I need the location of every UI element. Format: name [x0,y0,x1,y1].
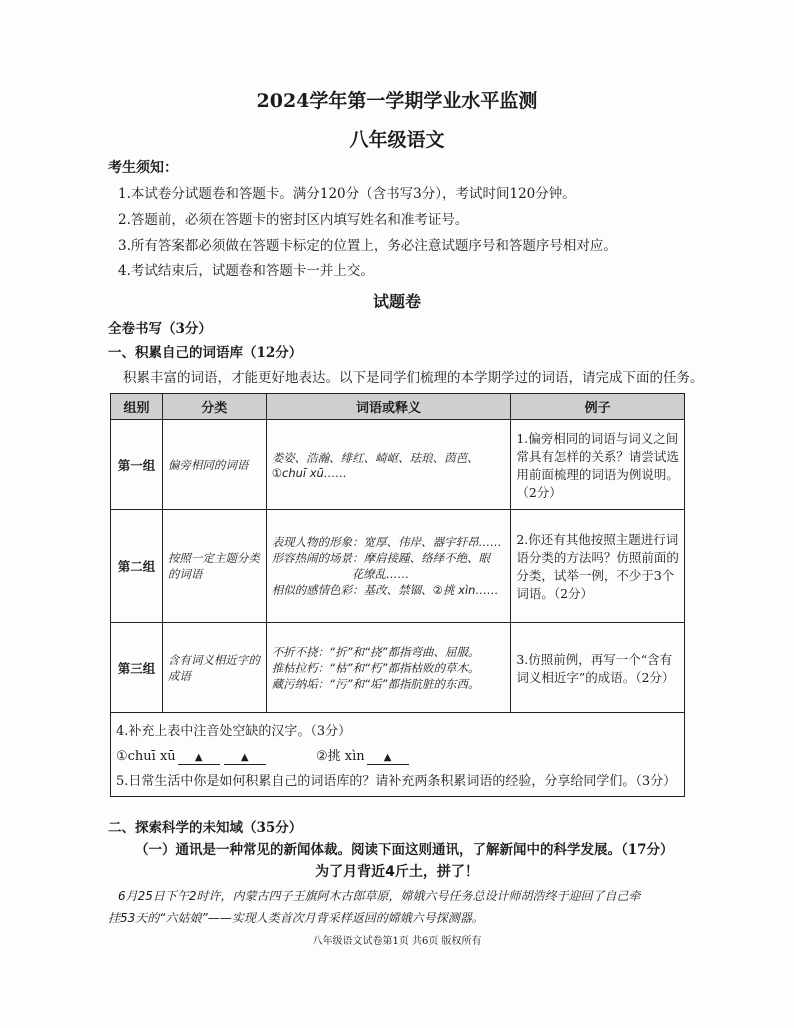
exam-title: 2024学年第一学期学业水平监测 [256,90,538,112]
notice-item-2: 2.答题前，必须在答题卡的密封区内填写姓名和准考证号。 [118,212,469,228]
answer-blank [224,749,266,765]
writing-score: 全卷书写（3分） [108,321,212,337]
answer-blank [178,749,220,765]
triangle-marker-icon: ▲ [383,752,392,763]
triangle-marker-icon: ▲ [240,752,249,763]
row-words [266,420,511,510]
row-group: 第二组 [111,510,163,623]
word-line: 不折不挠：“折”和“挠”都指弯曲、屈服。 [271,644,480,659]
notice-item-1: 1.本试卷分试题卷和答题卡。满分120分（含书写3分），考试时间120分钟。 [118,186,576,202]
blank-label-b: ②挑 xìn [315,749,365,764]
notice-item-4: 4.考试结束后，试题卷和答题卡一并上交。 [118,263,374,279]
question-5: 5.日常生活中你是如何积累自己的词语库的？请补充两条积累词语的经验，分享给同学们。（3分） [116,774,677,789]
question-4-blanks [116,745,411,765]
part2-title: 二、探索科学的未知域（35分） [108,820,303,836]
table-header-row [111,394,685,420]
word-line: ①chuī xū…… [271,465,347,480]
header-category: 分类 [162,394,266,420]
row-example: 3.仿照前例，再写一个“含有词义相近字”的成语。（2分） [511,623,685,713]
article-paragraph: 挂53天的“六姑娘”——实现人类首次月背采样返回的嫦娥六号探测器。 [108,911,484,925]
header-group: 组别 [111,394,163,420]
row-example: 2.你还有其他按照主题进行词语分类的方法吗？仿照前面的分类，试举一例，不少于3个词语。（2分） [511,510,685,623]
word-line: 推枯拉朽：“枯”和“朽”都指枯败的草木。 [271,660,480,675]
exam-subtitle: 八年级语文 [349,129,445,151]
word-line: 藏污纳垢：“污”和“垢”都指肮脏的东西。 [271,676,480,691]
part1-intro: 积累丰富的词语，才能更好地表达。以下是同学们梳理的本学期学过的词语，请完成下面的任务。 [123,370,704,386]
table-row [111,623,685,713]
page-footer: 八年级语文试卷第1页 共6页 版权所有 [312,936,482,947]
word-line: 相似的感情色彩：基改、禁锢、②挑 xìn…… [271,583,499,597]
row-category: 按照一定主题分类的词语 [162,510,266,623]
notice-item-3: 3.所有答案都必须做在答题卡标定的位置上，务必注意试题序号和答题序号相对应。 [118,238,617,254]
header-words: 词语或释义 [266,394,511,420]
word-line: 表现人物的形象：宽厚、伟岸、器宇轩昂…… [271,535,502,549]
row-category: 含有词义相近字的成语 [162,623,266,713]
section-title: 试题卷 [372,292,421,311]
header-example: 例子 [511,394,685,420]
row-words [266,510,511,623]
triangle-marker-icon: ▲ [194,752,203,763]
table-row [111,510,685,623]
question-4: 4.补充上表中注音处空缺的汉字。（3分） [116,724,352,739]
blank-label-a: ①chuī xū [116,749,176,764]
answer-blank [367,749,409,765]
row-words [266,623,511,713]
article-headline: 为了月背近4斤土，拼了！ [315,864,479,880]
row-group: 第三组 [111,623,163,713]
word-line: 花缭乱…… [351,567,410,581]
notice-label: 考生须知： [108,160,178,176]
word-line: 娄姿、浩瀚、绯红、崎岖、珐琅、茵芭、 [271,450,479,465]
row-example: 1.偏旁相同的词语与词义之间常具有怎样的关系？请尝试选用前面梳理的词语为例说明。（2分） [511,420,685,510]
article-paragraph: 6月25日下午2时许，内蒙古四子王旗阿木古郎草原，嫦娥六号任务总设计师胡浩终于迎回了自己牵 [118,889,641,903]
row-group: 第一组 [111,420,163,510]
vocab-table [110,393,685,713]
part2-subtitle: （一）通讯是一种常见的新闻体裁。阅读下面这则通讯，了解新闻中的科学发展。（17分） [135,842,674,858]
word-line: 形容热闹的场景：摩肩接踵、络绎不绝、眼 [271,551,491,565]
part1-title: 一、积累自己的词语库（12分） [108,345,303,361]
table-row [111,420,685,510]
row-category: 偏旁相同的词语 [162,420,266,510]
